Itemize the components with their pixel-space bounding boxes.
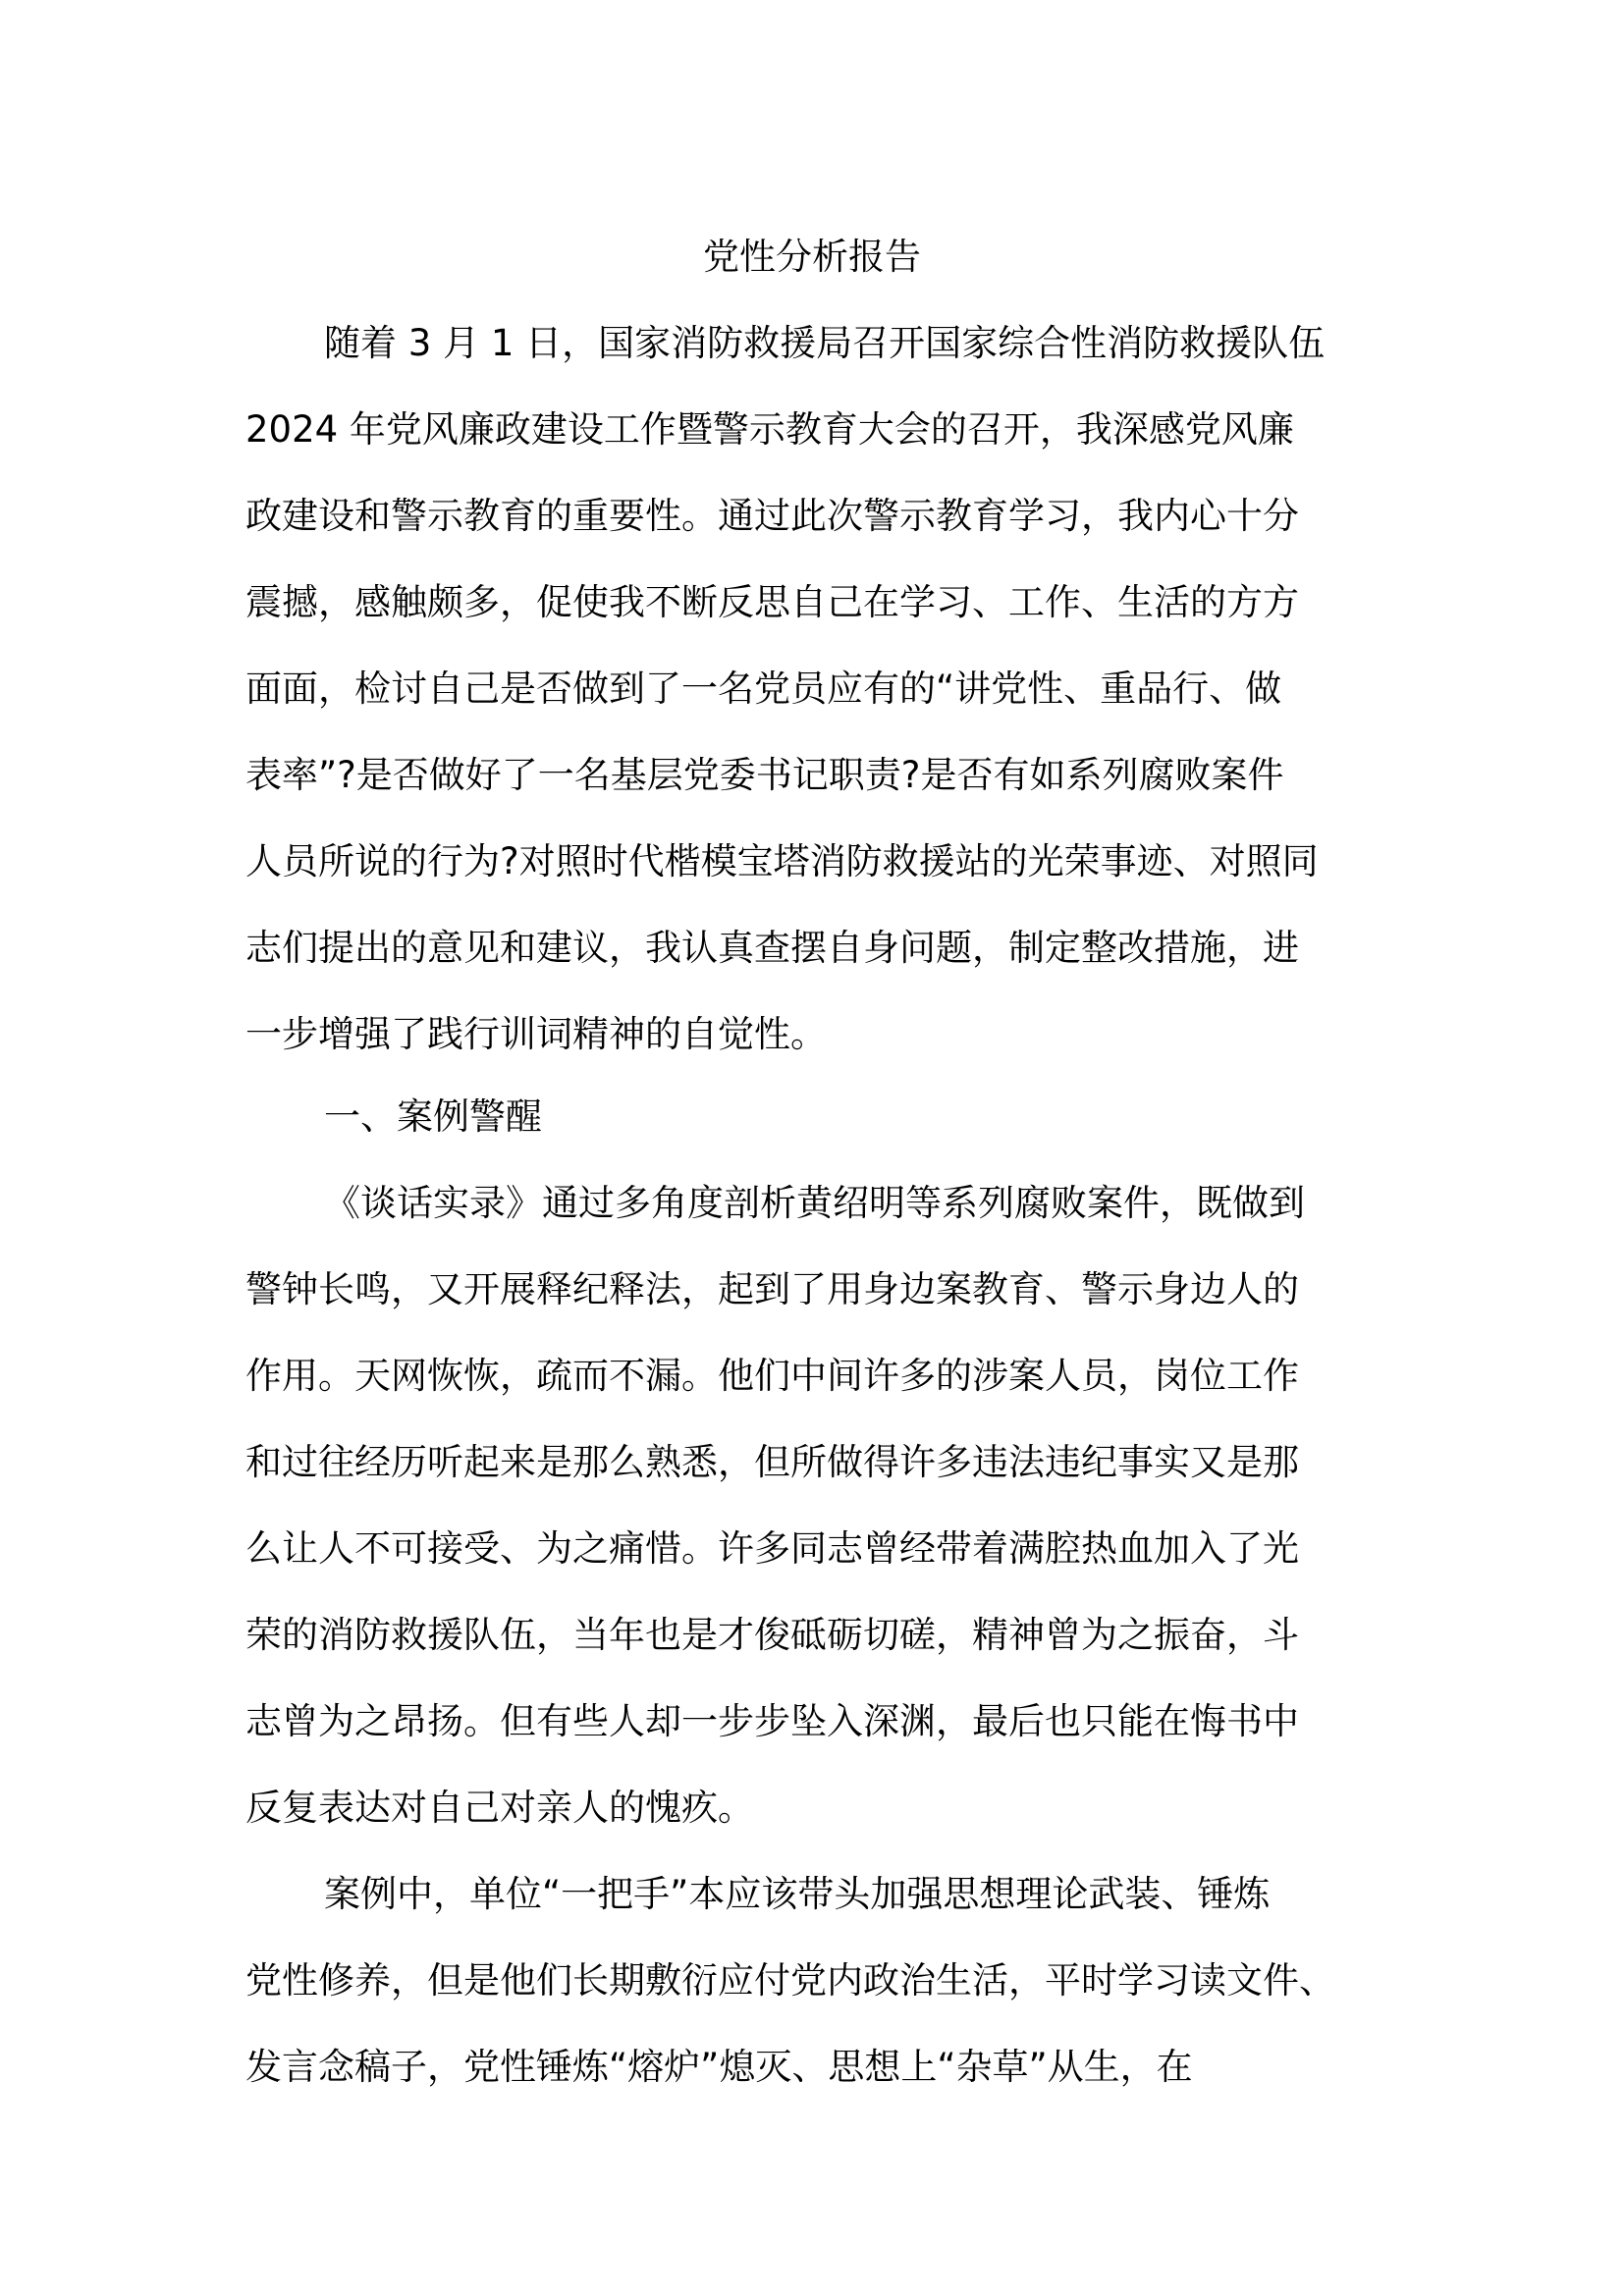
paragraph-1-line-5: 面面，检讨自己是否做到了一名党员应有的“讲党性、重品行、做 [245, 667, 1282, 710]
paragraph-1-line-1: 随着 3 月 1 日，国家消防救援局召开国家综合性消防救援队伍 [324, 322, 1326, 364]
paragraph-1-line-6: 表率”?是否做好了一名基层党委书记职责?是否有如系列腐败案件 [245, 754, 1284, 796]
paragraph-1-line-8: 志们提出的意见和建议，我认真查摆自身问题，制定整改措施，进 [245, 927, 1299, 969]
paragraph-1-line-9: 一步增强了践行训词精神的自觉性。 [245, 1013, 827, 1055]
paragraph-3-line-2: 党性修养，但是他们长期敷衍应付党内政治生活，平时学习读文件、 [245, 1959, 1335, 2002]
paragraph-3-line-3: 发言念稿子，党性锤炼“熔炉”熄灭、思想上“杂草”从生，在 [245, 2046, 1193, 2088]
paragraph-3-line-1: 案例中，单位“一把手”本应该带头加强思想理论武装、锤炼 [324, 1873, 1271, 1915]
paragraph-2-line-1: 《谈话实录》通过多角度剖析黄绍明等系列腐败案件，既做到 [324, 1182, 1305, 1224]
paragraph-1-line-3: 政建设和警示教育的重要性。通过此次警示教育学习，我内心十分 [245, 495, 1299, 537]
paragraph-2-line-3: 作用。天网恢恢，疏而不漏。他们中间许多的涉案人员，岗位工作 [245, 1355, 1299, 1397]
paragraph-1-line-7: 人员所说的行为?对照时代楷模宝塔消防救援站的光荣事迹、对照同 [245, 840, 1319, 882]
paragraph-2-line-2: 警钟长鸣，又开展释纪释法，起到了用身边案教育、警示身边人的 [245, 1268, 1299, 1310]
paragraph-2-line-5: 么让人不可接受、为之痛惜。许多同志曾经带着满腔热血加入了光 [245, 1527, 1299, 1570]
paragraph-2-line-8: 反复表达对自己对亲人的愧疚。 [245, 1787, 754, 1829]
paragraph-2-line-6: 荣的消防救援队伍，当年也是才俊砥砺切磋，精神曾为之振奋，斗 [245, 1614, 1299, 1656]
section-1-heading: 一、案例警醒 [324, 1095, 542, 1138]
document-title: 党性分析报告 [703, 236, 921, 278]
paragraph-2-line-7: 志曾为之昂扬。但有些人却一步步坠入深渊，最后也只能在悔书中 [245, 1700, 1299, 1742]
paragraph-2-line-4: 和过往经历听起来是那么熟悉，但所做得许多违法违纪事实又是那 [245, 1441, 1299, 1483]
paragraph-1-line-2: 2024 年党风廉政建设工作暨警示教育大会的召开，我深感党风廉 [245, 408, 1294, 451]
paragraph-1-line-4: 震撼，感触颇多，促使我不断反思自己在学习、工作、生活的方方 [245, 581, 1299, 623]
